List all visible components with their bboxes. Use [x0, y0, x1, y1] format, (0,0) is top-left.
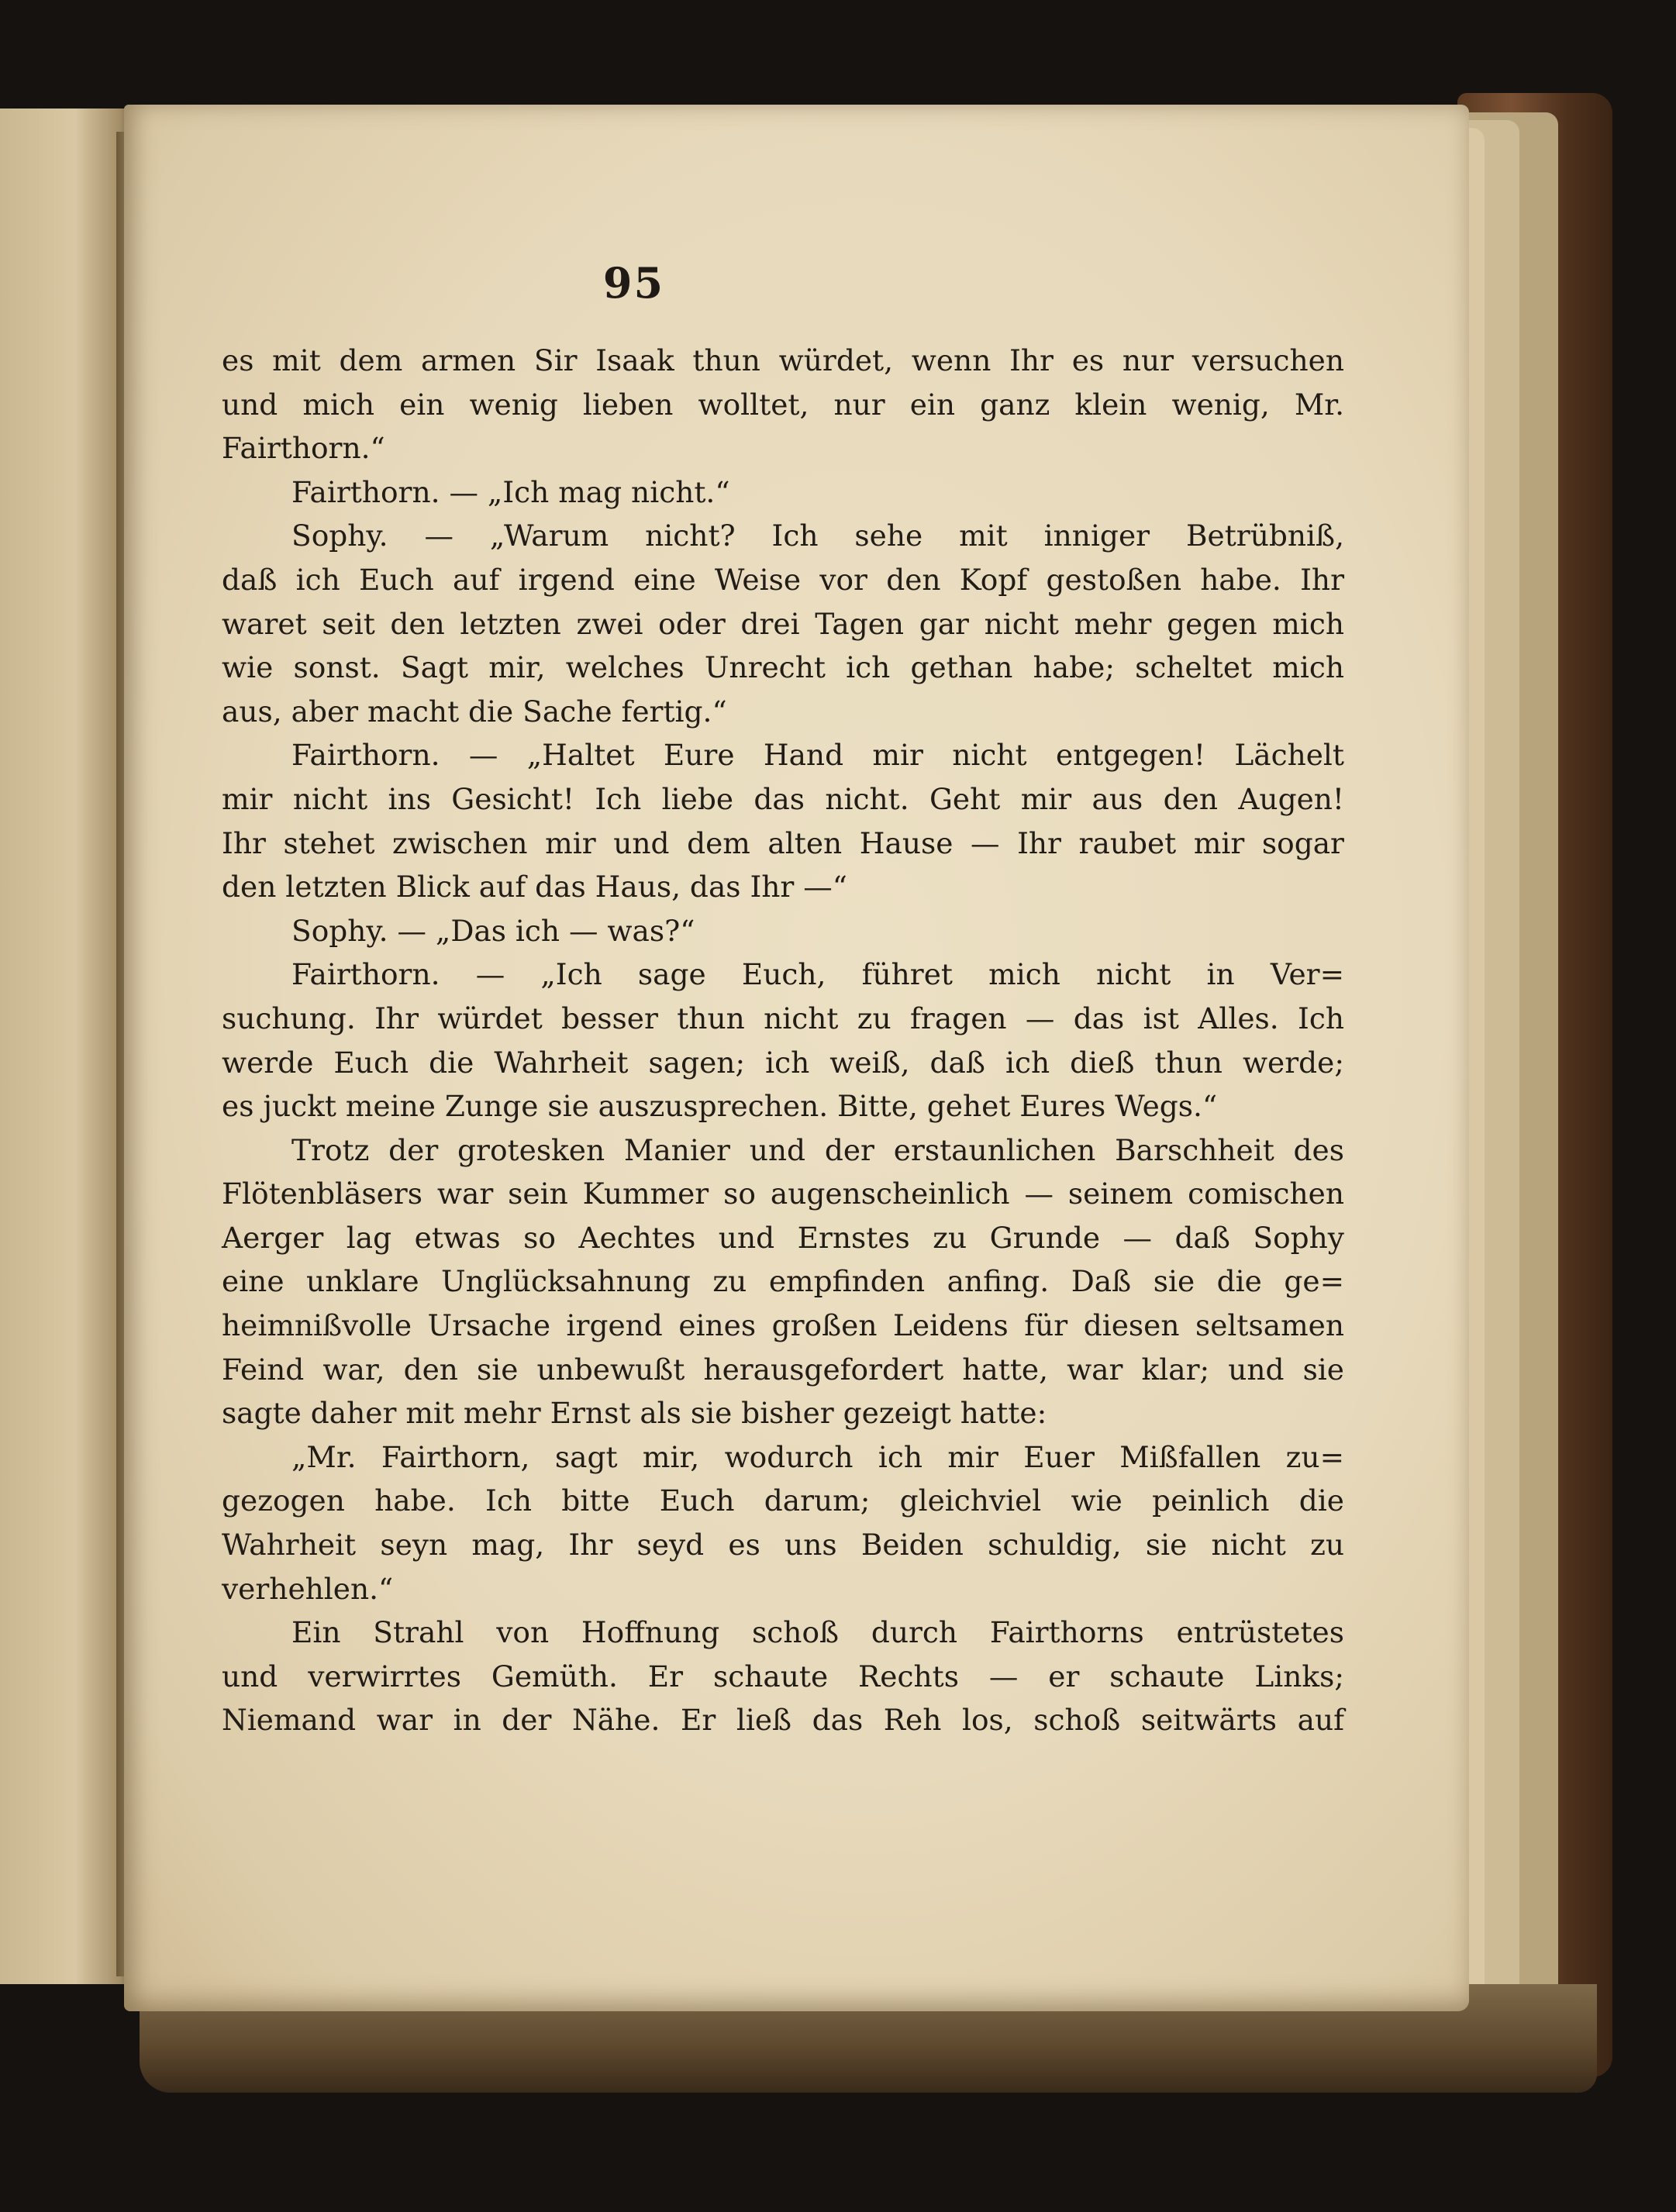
text-line: Sophy. — „Das ich — was?“ [291, 913, 695, 948]
text-line: sagte daher mit mehr Ernst als sie bisher gezeigt hatte: [222, 1396, 1047, 1431]
text-line: „Mr. Fairthorn, sagt mir, wodurch ich mir Euer Mißfallen zu= [291, 1439, 1344, 1474]
text-line: wie sonst. Sagt mir, welches Unrecht ich gethan habe; scheltet mich [222, 650, 1344, 685]
text-line: Fairthorn.“ [222, 431, 385, 466]
text-line: eine unklare Unglücksahnung zu empfinden anfing. Daß sie die ge= [222, 1264, 1344, 1299]
text-line: suchung. Ihr würdet besser thun nicht zu fragen — das ist Alles. Ich [222, 1001, 1344, 1035]
text-line: waret seit den letzten zwei oder drei Tagen gar nicht mehr gegen mich [222, 606, 1344, 641]
book-page [124, 105, 1469, 2011]
page-text [222, 339, 1344, 1742]
text-line: Trotz der grotesken Manier und der erstaunlichen Barschheit des [291, 1132, 1344, 1167]
text-line: den letzten Blick auf das Haus, das Ihr —“ [222, 870, 847, 904]
text-line: Flötenbläsers war sein Kummer so augenscheinlich — seinem comischen [222, 1177, 1344, 1211]
text-line: Ein Strahl von Hoffnung schoß durch Fairthorns entrüstetes [291, 1615, 1344, 1650]
text-line: aus, aber macht die Sache fertig.“ [222, 694, 727, 729]
left-page-edge [0, 109, 136, 1984]
text-line: und verwirrtes Gemüth. Er schaute Rechts — er schaute Links; [222, 1659, 1344, 1693]
text-line: Feind war, den sie unbewußt herausgefordert hatte, war klar; und sie [222, 1352, 1344, 1387]
text-line: Fairthorn. — „Ich mag nicht.“ [291, 474, 730, 509]
page-number: 95 [602, 258, 665, 308]
text-line: verhehlen.“ [222, 1571, 394, 1606]
text-line: Niemand war in der Nähe. Er ließ das Reh los, schoß seitwärts auf [222, 1703, 1344, 1738]
text-line: Fairthorn. — „Ich sage Euch, führet mich nicht in Ver= [291, 957, 1344, 992]
text-line: Sophy. — „Warum nicht? Ich sehe mit inniger Betrübniß, [291, 519, 1344, 553]
text-line: Aerger lag etwas so Aechtes und Ernstes zu Grunde — daß Sophy [222, 1220, 1344, 1255]
text-line: und mich ein wenig lieben wolltet, nur ein ganz klein wenig, Mr. [222, 387, 1344, 422]
text-line: mir nicht ins Gesicht! Ich liebe das nicht. Geht mir aus den Augen! [222, 781, 1344, 816]
text-line: Fairthorn. — „Haltet Eure Hand mir nicht entgegen! Lächelt [291, 738, 1344, 773]
text-line: es mit dem armen Sir Isaak thun würdet, wenn Ihr es nur versuchen [222, 343, 1344, 377]
text-line: heimnißvolle Ursache irgend eines großen Leidens für diesen seltsamen [222, 1308, 1344, 1343]
text-line: werde Euch die Wahrheit sagen; ich weiß, daß ich dieß thun werde; [222, 1045, 1344, 1080]
text-line: gezogen habe. Ich bitte Euch darum; gleichviel wie peinlich die [222, 1483, 1344, 1518]
text-line: Ihr stehet zwischen mir und dem alten Hause — Ihr raubet mir sogar [222, 825, 1344, 860]
text-line: daß ich Euch auf irgend eine Weise vor den Kopf gestoßen habe. Ihr [222, 562, 1344, 597]
text-line: Wahrheit seyn mag, Ihr seyd es uns Beiden schuldig, sie nicht zu [222, 1528, 1344, 1563]
text-line: es juckt meine Zunge sie auszusprechen. Bitte, gehet Eures Wegs.“ [222, 1089, 1218, 1124]
